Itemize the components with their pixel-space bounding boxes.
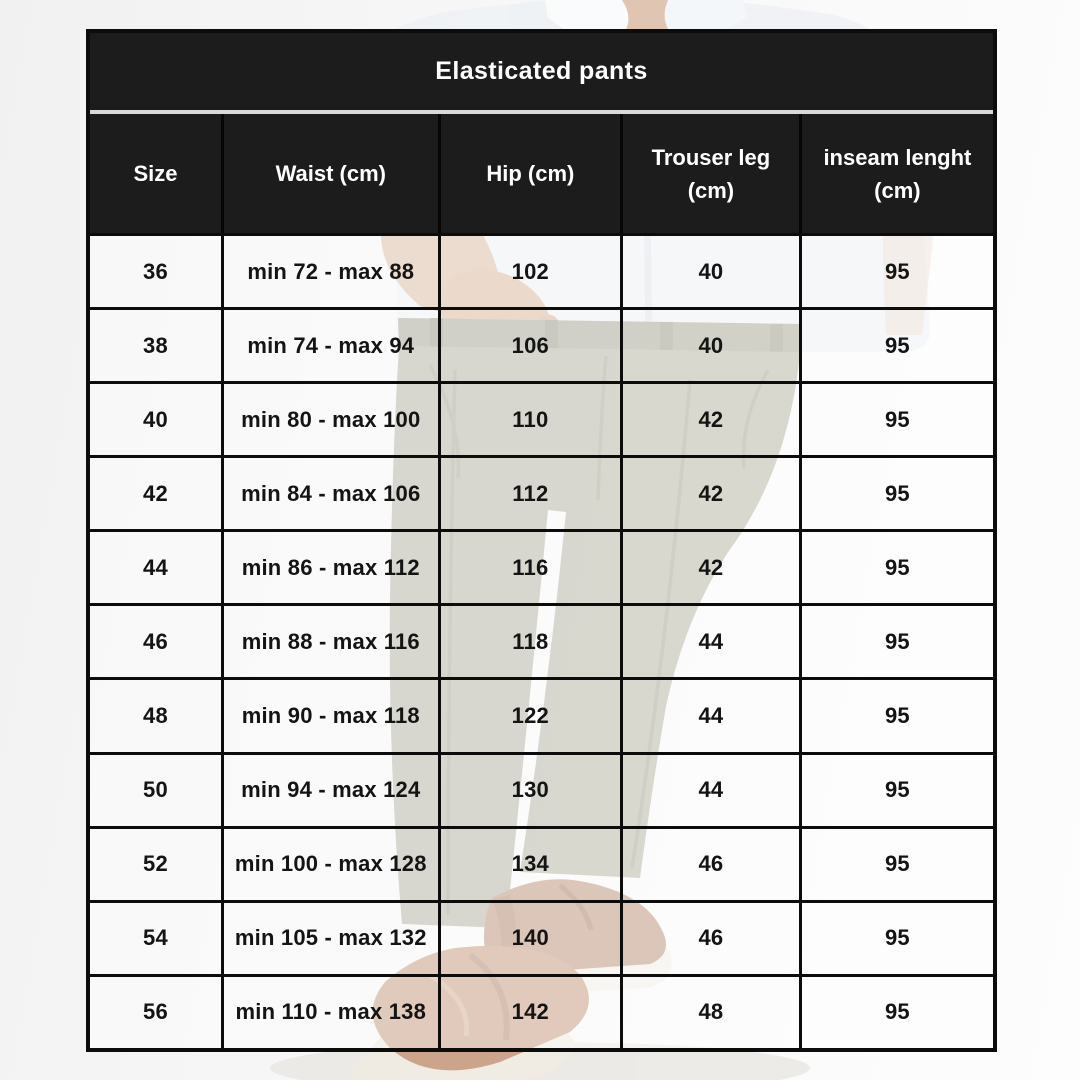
table-row: [90, 677, 993, 751]
table-row: [90, 455, 993, 529]
table-cell: 40: [90, 381, 221, 455]
table-cell: 95: [799, 529, 993, 603]
table-cell: 42: [620, 529, 799, 603]
table-cell: 38: [90, 307, 221, 381]
table-row: [90, 752, 993, 826]
table-cell: min 86 - max 112: [221, 529, 438, 603]
table-cell: 44: [90, 529, 221, 603]
size-table-grid: [90, 33, 993, 1048]
table-cell: min 110 - max 138: [221, 974, 438, 1048]
table-title: Elasticated pants: [90, 33, 993, 114]
table-row: [90, 603, 993, 677]
table-cell: 48: [90, 677, 221, 751]
table-cell: 112: [438, 455, 620, 529]
column-header-row: [90, 114, 993, 233]
table-cell: 142: [438, 974, 620, 1048]
table-cell: 116: [438, 529, 620, 603]
table-cell: 95: [799, 307, 993, 381]
table-cell: 54: [90, 900, 221, 974]
table-cell: 122: [438, 677, 620, 751]
table-cell: min 105 - max 132: [221, 900, 438, 974]
size-table: [86, 29, 997, 1052]
table-cell: 44: [620, 677, 799, 751]
col-header-inseam: inseam lenght (cm): [799, 114, 993, 233]
table-cell: 42: [90, 455, 221, 529]
table-cell: 44: [620, 603, 799, 677]
table-cell: 42: [620, 381, 799, 455]
table-row: [90, 974, 993, 1048]
table-cell: min 88 - max 116: [221, 603, 438, 677]
table-cell: 102: [438, 233, 620, 307]
table-cell: 40: [620, 307, 799, 381]
table-cell: 56: [90, 974, 221, 1048]
table-cell: 95: [799, 233, 993, 307]
table-row: [90, 826, 993, 900]
table-cell: 95: [799, 603, 993, 677]
table-cell: 118: [438, 603, 620, 677]
table-cell: 106: [438, 307, 620, 381]
table-cell: 95: [799, 900, 993, 974]
table-cell: min 84 - max 106: [221, 455, 438, 529]
table-cell: min 90 - max 118: [221, 677, 438, 751]
table-cell: 40: [620, 233, 799, 307]
table-row: [90, 900, 993, 974]
table-cell: 130: [438, 752, 620, 826]
table-row: [90, 529, 993, 603]
table-cell: 140: [438, 900, 620, 974]
table-cell: 44: [620, 752, 799, 826]
col-header-waist: Waist (cm): [221, 114, 438, 233]
table-row: [90, 307, 993, 381]
table-cell: 95: [799, 677, 993, 751]
table-cell: min 80 - max 100: [221, 381, 438, 455]
table-row: [90, 381, 993, 455]
table-cell: min 94 - max 124: [221, 752, 438, 826]
table-cell: 36: [90, 233, 221, 307]
table-cell: min 72 - max 88: [221, 233, 438, 307]
col-header-hip: Hip (cm): [438, 114, 620, 233]
table-cell: 95: [799, 752, 993, 826]
table-cell: 42: [620, 455, 799, 529]
title-row: [90, 33, 993, 114]
table-row: [90, 233, 993, 307]
table-cell: 95: [799, 455, 993, 529]
table-cell: 134: [438, 826, 620, 900]
table-cell: 52: [90, 826, 221, 900]
table-cell: 46: [90, 603, 221, 677]
table-cell: min 100 - max 128: [221, 826, 438, 900]
table-cell: min 74 - max 94: [221, 307, 438, 381]
table-cell: 48: [620, 974, 799, 1048]
col-header-size: Size: [90, 114, 221, 233]
table-cell: 95: [799, 826, 993, 900]
table-cell: 46: [620, 900, 799, 974]
size-table-body: [90, 233, 993, 1048]
table-cell: 50: [90, 752, 221, 826]
table-cell: 95: [799, 974, 993, 1048]
table-cell: 95: [799, 381, 993, 455]
col-header-trouser-leg: Trouser leg (cm): [620, 114, 799, 233]
table-cell: 46: [620, 826, 799, 900]
table-cell: 110: [438, 381, 620, 455]
